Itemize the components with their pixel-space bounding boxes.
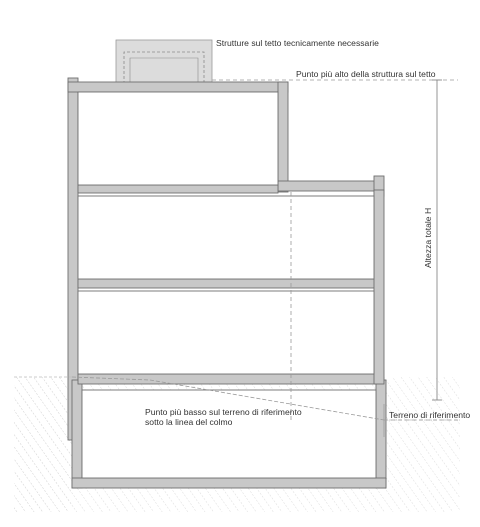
ground-left-slope [14,377,72,512]
total-height-dimension [432,80,442,400]
highest-point-label: Punto più alto della struttura sul tetto [296,69,436,79]
lowest-point-label-line2: sotto la linea del colmo [145,417,233,427]
reference-ground-label: Terreno di riferimento [389,410,471,420]
lowest-point-label-line1: Punto più basso sul terreno di riferimento [145,407,302,417]
roof-structures-label: Strutture sul tetto tecnicamente necessarie [216,38,379,48]
total-height-label: Altezza totale H [423,207,433,268]
